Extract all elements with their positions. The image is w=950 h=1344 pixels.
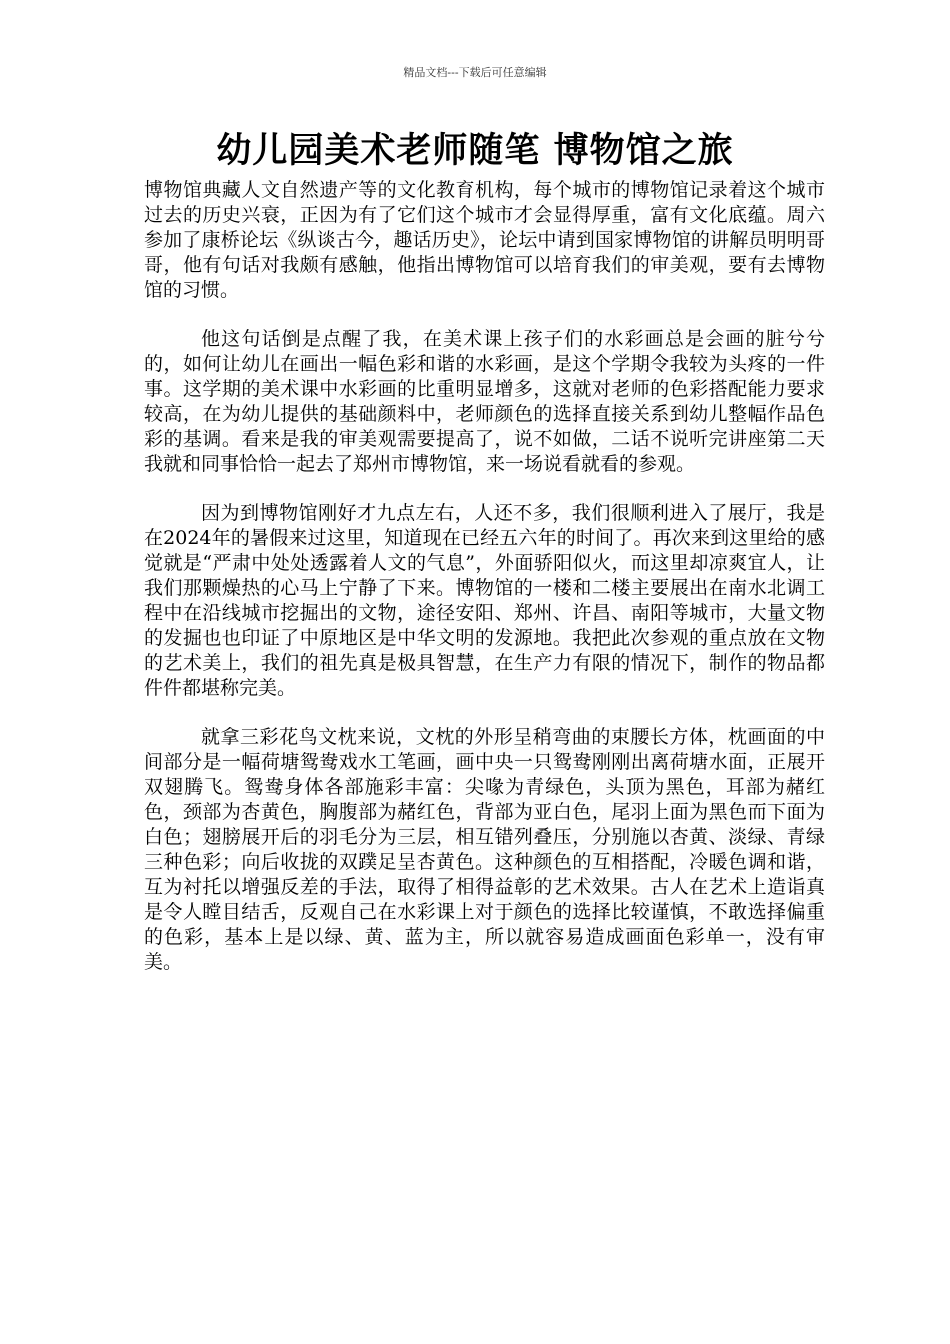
paragraph-3: 因为到博物馆刚好才九点左右，人还不多，我们很顺利进入了展厅，我是在2024年的暑假来过这里，知道现在已经五六年的时间了。再次来到这里给的感觉就是“严肃中处处透露着人文的气息”，外面骄阳似火，而这里却凉爽宜人，让我们那颗燥热的心马上宁静了下来。博物馆的一楼和二楼主要展出在南水北调工程中在沿线城市挖掘出的文物，途径安阳、郑州、许昌、南阳等城市，大量文物的发掘也也印证了中原地区是中华文明的发源地。我把此次参观的重点放在文物的艺术美上，我们的祖先真是极具智慧，在生产力有限的情况下，制作的物品都件件都堪称完美。 bbox=[144, 502, 825, 699]
paragraph-2: 他这句话倒是点醒了我，在美术课上孩子们的水彩画总是会画的脏兮兮的，如何让幼儿在画出一幅色彩和谐的水彩画，是这个学期令我较为头疼的一件事。这学期的美术课中水彩画的比重明显增多，这就对老师的色彩搭配能力要求较高，在为幼儿提供的基础颜料中，老师颜色的选择直接关系到幼儿整幅作品色彩的基调。看来是我的审美观需要提高了，说不如做，二话不说听完讲座第二天我就和同事恰恰一起去了郑州市博物馆，来一场说看就看的参观。 bbox=[144, 328, 825, 475]
document-body bbox=[144, 178, 825, 999]
paragraph-1: 博物馆典藏人文自然遗产等的文化教育机构，每个城市的博物馆记录着这个城市过去的历史兴衰，正因为有了它们这个城市才会显得厚重，富有文化底蕴。周六参加了康桥论坛《纵谈古今，趣话历史》，论坛中请到国家博物馆的讲解员明明哥哥，他有句话对我颇有感触，他指出博物馆可以培育我们的审美观，要有去博物馆的习惯。 bbox=[144, 179, 825, 301]
page-header-note: 精品文档---下载后可任意编辑 bbox=[403, 66, 547, 79]
paragraph-4: 就拿三彩花鸟文枕来说，文枕的外形呈稍弯曲的束腰长方体，枕画面的中间部分是一幅荷塘鸳鸯戏水工笔画，画中央一只鸳鸯刚刚出离荷塘水面，正展开双翅腾飞。鸳鸯身体各部施彩丰富：尖喙为青绿色，头顶为黑色，耳部为赭红色，颈部为杏黄色，胸腹部为赭红色，背部为亚白色，尾羽上面为黑色而下面为白色；翅膀展开后的羽毛分为三层，相互错列叠压，分别施以杏黄、淡绿、青绿三种色彩；向后收拢的双蹼足呈杏黄色。这种颜色的互相搭配，冷暖色调和谐，互为衬托以增强反差的手法，取得了相得益彰的艺术效果。古人在艺术上造诣真是令人瞠目结舌，反观自己在水彩课上对于颜色的选择比较谨慎，不敢选择偏重的色彩，基本上是以绿、黄、蓝为主，所以就容易造成画面色彩单一，没有审美。 bbox=[144, 726, 825, 973]
document-title: 幼儿园美术老师随笔 博物馆之旅 bbox=[216, 130, 734, 171]
